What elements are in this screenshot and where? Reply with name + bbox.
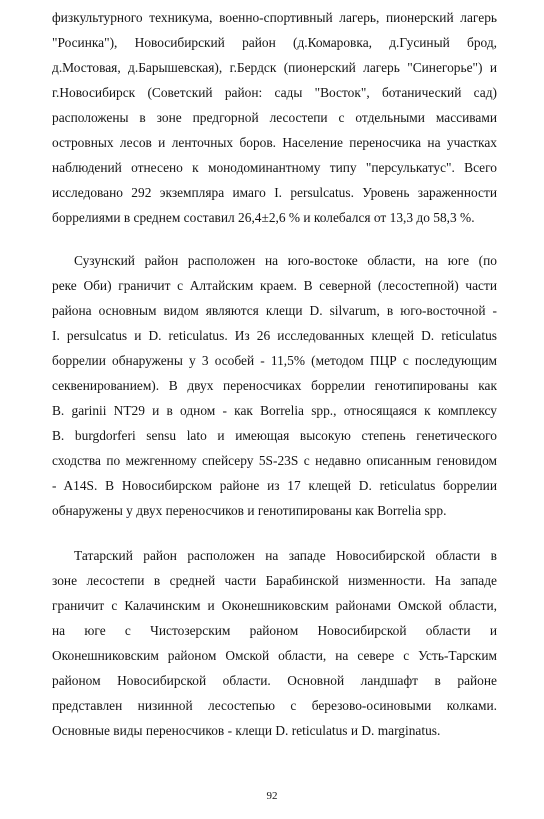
text-line: Сузунский район расположен на юго-востоке области, на юге (по bbox=[74, 253, 497, 268]
text-line: физкультурного техникума, военно-спортивный лагерь, пионерский лагерь bbox=[52, 10, 497, 25]
text-line: расположены в зоне предгорной лесостепи с отдельными массивами bbox=[52, 110, 497, 125]
text-line: граничит с Калачинским и Оконешниковским районами Омской области, bbox=[52, 598, 497, 613]
text-line: г.Новосибирск (Советский район: сады "Восток", ботанический сад) bbox=[52, 85, 497, 100]
text-line: представлен низинной лесостепью с березово-осиновыми колками. bbox=[52, 698, 497, 713]
text-line: исследовано 292 экземпляра имаго I. persulcatus. Уровень зараженности bbox=[52, 185, 497, 200]
text-line: районом Новосибирской области. Основной ландшафт в районе bbox=[52, 673, 497, 688]
text-line: "Росинка"), Новосибирский район (д.Комаровка, д.Гусиный брод, bbox=[52, 35, 497, 50]
text-line: реке Оби) граничит с Алтайским краем. В северной (лесостепной) части bbox=[52, 278, 497, 293]
text-line: Оконешниковским районом Омской области, на севере с Усть-Тарским bbox=[52, 648, 497, 663]
text-line: I. persulcatus и D. reticulatus. Из 26 исследованных клещей D. reticulatus bbox=[52, 328, 497, 343]
text-line: B. garinii NT29 и в одном - как Borrelia spp., относящаяся к комплексу bbox=[52, 403, 497, 418]
text-line: секвенированием). В двух переносчиках боррелии генотипированы как bbox=[52, 378, 497, 393]
text-line: зоне лесостепи в средней части Барабинской низменности. На западе bbox=[52, 573, 497, 588]
text-line: д.Мостовая, д.Барышевская), г.Бердск (пионерский лагерь "Синегорье") и bbox=[52, 60, 497, 75]
text-line: островных лесов и ленточных боров. Население переносчика на участках bbox=[52, 135, 497, 150]
text-line: боррелии обнаружены у 3 особей - 11,5% (методом ПЦР с последующим bbox=[52, 353, 497, 368]
text-line: наблюдений отнесено к монодоминантному типу "персулькатус". Всего bbox=[52, 160, 497, 175]
text-line: обнаружены у двух переносчиков и генотипированы как Borrelia spp. bbox=[52, 503, 447, 518]
text-line: - A14S. В Новосибирском районе из 17 клещей D. reticulatus боррелии bbox=[52, 478, 497, 493]
text-line: района основным видом являются клещи D. silvarum, в юго-восточной - bbox=[52, 303, 497, 318]
text-line: Татарский район расположен на западе Новосибирской области в bbox=[74, 548, 497, 563]
text-line: B. burgdorferi sensu lato и имеющая высокую степень генетического bbox=[52, 428, 497, 443]
page-number: 92 bbox=[266, 790, 278, 802]
text-line: на юге с Чистозерским районом Новосибирской области и bbox=[52, 623, 497, 638]
text-line: Основные виды переносчиков - клещи D. reticulatus и D. marginatus. bbox=[52, 723, 441, 738]
text-line: боррелиями в среднем составил 26,4±2,6 % и колебался от 13,3 до 58,3 %. bbox=[52, 210, 475, 225]
text-line: сходства по межгенному спейсеру 5S-23S с недавно описанным геновидом bbox=[52, 453, 497, 468]
